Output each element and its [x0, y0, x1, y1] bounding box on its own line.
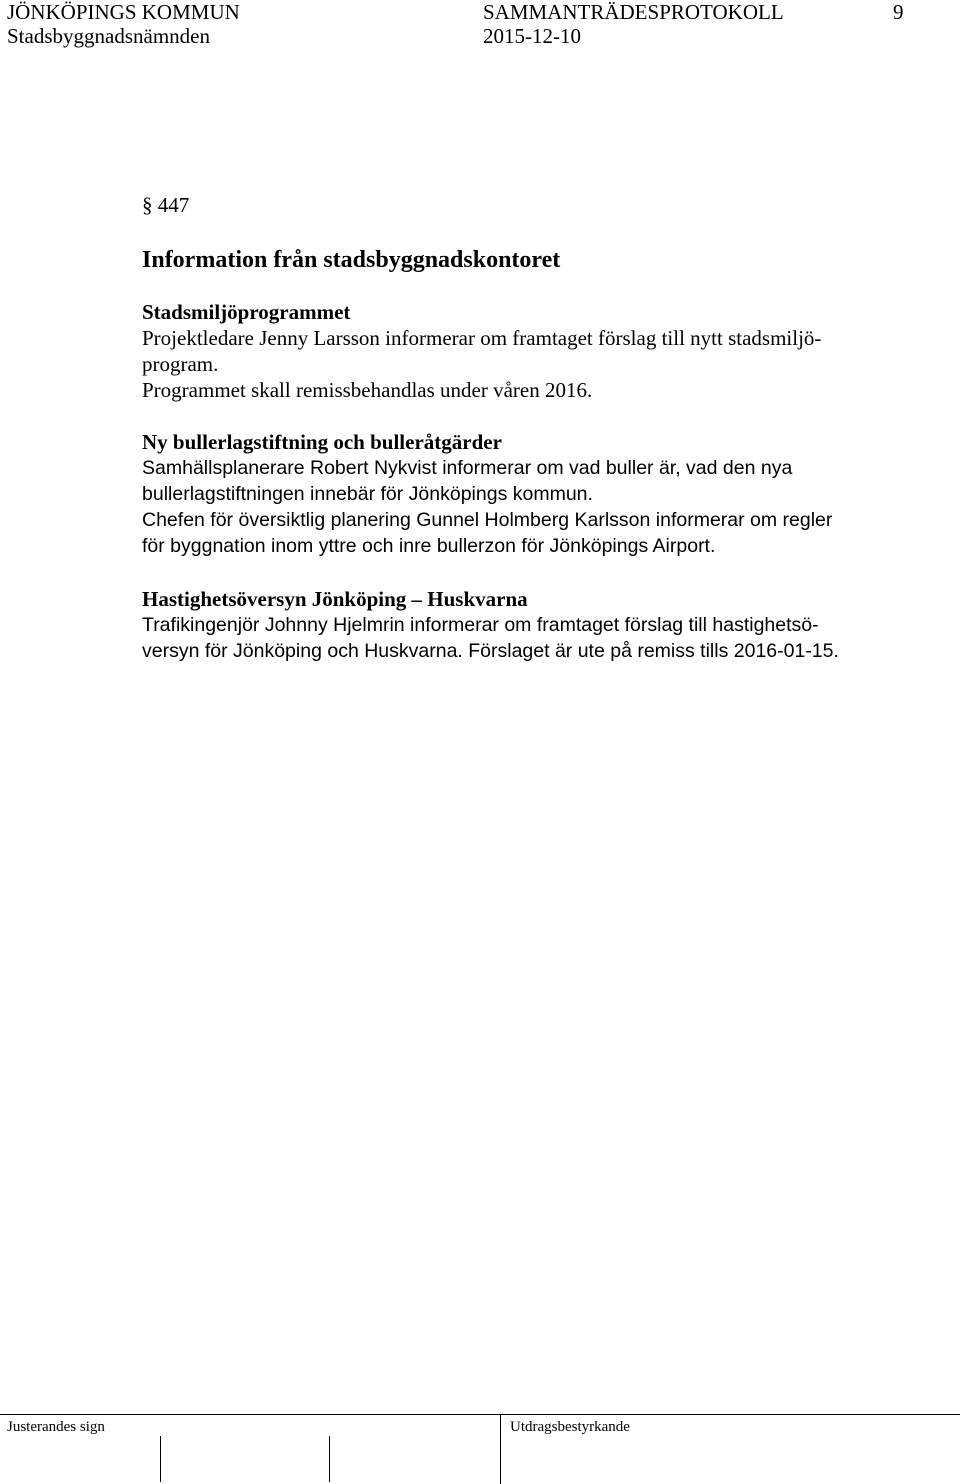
paragraph-line: Trafikingenjör Johnny Hjelmrin informerar om framtaget förslag till hastighetsö-: [142, 614, 819, 636]
paragraph-line: Samhällsplanerare Robert Nykvist informerar om vad buller är, vad den nya: [142, 457, 793, 479]
topic-heading: Hastighetsöversyn Jönköping – Huskvarna: [142, 587, 528, 611]
header-document-type: SAMMANTRÄDESPROTOKOLL: [483, 0, 784, 24]
paragraph-line: Programmet skall remissbehandlas under våren 2016.: [142, 378, 593, 402]
section-title: Information från stadsbyggnadskontoret: [142, 247, 561, 273]
header-organization: JÖNKÖPINGS KOMMUN: [7, 0, 240, 24]
topic-stadsmiljoprogrammet: [142, 299, 902, 403]
page-number: 9: [893, 0, 904, 24]
topic-heading: Ny bullerlagstiftning och bulleråtgärder: [142, 430, 502, 454]
footer-justerandes-sign-label: Justerandes sign: [7, 1419, 105, 1435]
footer-divider: [0, 1414, 960, 1415]
topic-bullerlagstiftning: [142, 429, 902, 559]
paragraph-line: program.: [142, 352, 219, 376]
section-number: § 447: [142, 193, 190, 217]
paragraph-line: bullerlagstiftningen innebär för Jönköpings kommun.: [142, 483, 593, 505]
header-department: Stadsbyggnadsnämnden: [7, 24, 210, 48]
footer-column-divider: [500, 1414, 501, 1484]
signature-box-divider: [329, 1436, 330, 1482]
paragraph-line: för byggnation inom yttre och inre bullerzon för Jönköpings Airport.: [142, 535, 716, 557]
topic-hastighetsoversyn: [142, 586, 902, 664]
footer-utdragsbestyrkande-label: Utdragsbestyrkande: [510, 1419, 630, 1435]
header-date: 2015-12-10: [483, 24, 581, 48]
paragraph-line: Projektledare Jenny Larsson informerar om framtaget förslag till nytt stadsmiljö-: [142, 326, 822, 350]
paragraph-line: Chefen för översiktlig planering Gunnel Holmberg Karlsson informerar om regler: [142, 509, 833, 531]
topic-heading: Stadsmiljöprogrammet: [142, 300, 351, 324]
paragraph-line: versyn för Jönköping och Huskvarna. Förslaget är ute på remiss tills 2016-01-15.: [142, 640, 839, 662]
signature-box-divider: [160, 1436, 161, 1482]
